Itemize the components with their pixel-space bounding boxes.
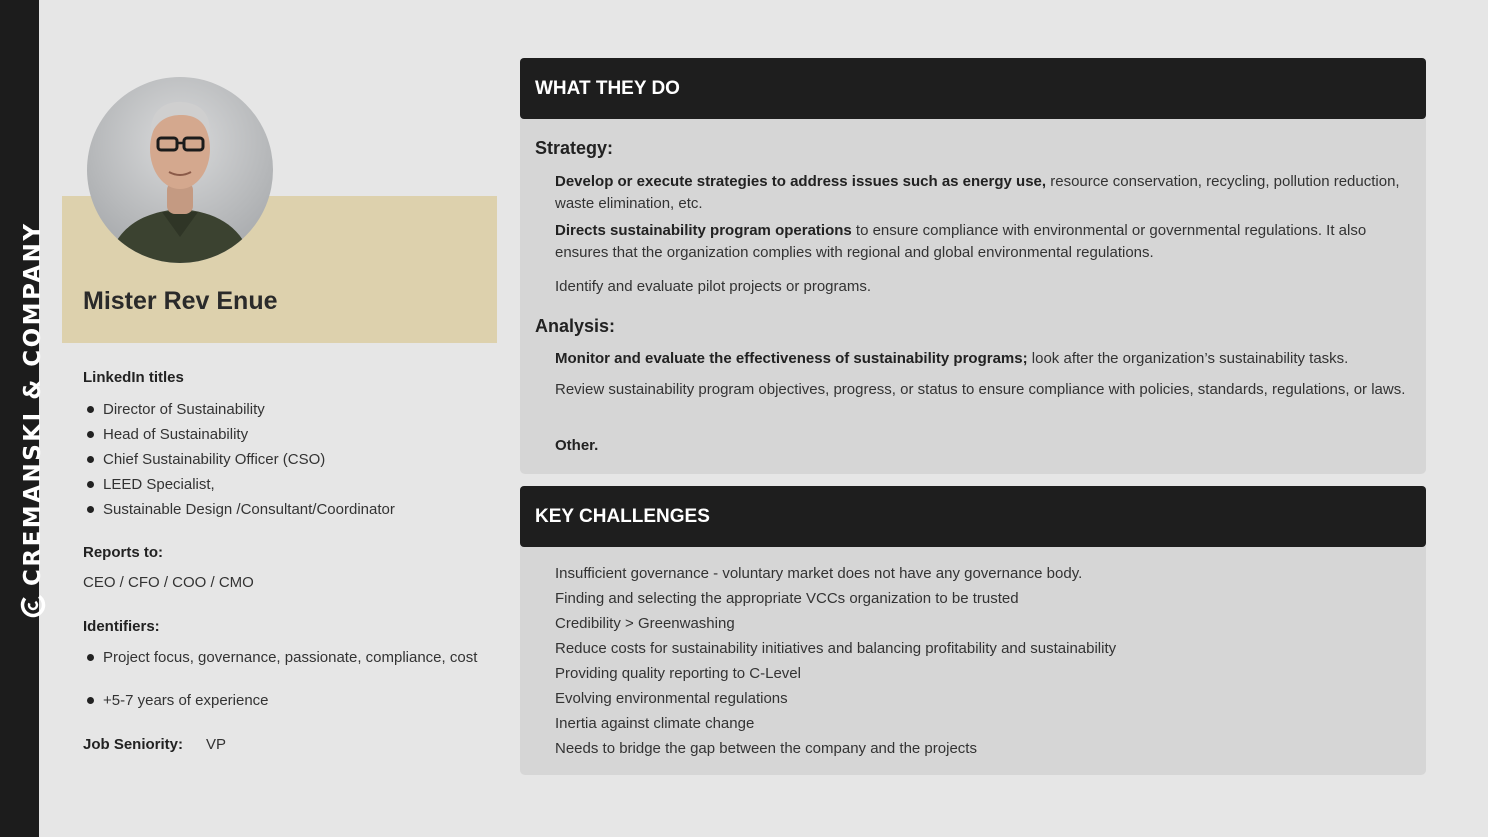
linkedin-titles-list [83, 397, 395, 522]
challenge-item: Reduce costs for sustainability initiatives and balancing profitability and sustainability [555, 640, 1117, 657]
strategy-item-2-text: to ensure compliance with environmental or governmental regulations. It also ensures that the organization complies with regional and global environmental regulations. [555, 222, 1367, 261]
strategy-item-2-bold: Directs sustainability program operations [555, 222, 852, 239]
strategy-item-1 [555, 171, 1410, 215]
analysis-item-1 [555, 348, 1410, 370]
brand-name: CREMANSKI & COMPANY [20, 221, 46, 586]
analysis-item-2: Review sustainability program objectives, progress, or status to ensure compliance with policies, standards, regulations, or laws. [555, 381, 1406, 398]
analysis-item-1-bold: Monitor and evaluate the effectiveness of sustainability programs; [555, 350, 1028, 367]
list-item: Director of Sustainability [83, 397, 395, 422]
c-logo-icon [20, 592, 46, 618]
avatar [87, 77, 273, 263]
identifiers-heading: Identifiers: [83, 618, 160, 635]
person-name: Mister Rev Enue [83, 287, 278, 315]
strategy-item-3: Identify and evaluate pilot projects or programs. [555, 278, 872, 295]
brand-sidebar [0, 0, 46, 837]
person-photo [87, 77, 273, 263]
list-item: Project focus, governance, passionate, compliance, cost [83, 645, 477, 670]
strategy-item-2 [555, 220, 1410, 264]
key-challenges-header: KEY CHALLENGES [520, 486, 1426, 547]
challenge-item: Insufficient governance - voluntary market does not have any governance body. [555, 565, 1083, 582]
list-item: +5-7 years of experience [83, 688, 269, 713]
list-item: Sustainable Design /Consultant/Coordinator [83, 497, 395, 522]
strategy-item-1-text: resource conservation, recycling, pollution reduction, waste elimination, etc. [555, 173, 1400, 212]
strategy-title: Strategy: [535, 138, 614, 158]
list-item: Chief Sustainability Officer (CSO) [83, 447, 395, 472]
other-label: Other. [555, 437, 599, 454]
challenge-item: Credibility > Greenwashing [555, 615, 735, 632]
challenge-item: Evolving environmental regulations [555, 690, 788, 707]
brand-lockup [20, 188, 46, 618]
reports-to-heading: Reports to: [83, 544, 163, 561]
list-item: LEED Specialist, [83, 472, 395, 497]
job-seniority-heading: Job Seniority: [83, 736, 184, 753]
what-they-do-header: WHAT THEY DO [520, 58, 1426, 119]
challenge-item: Inertia against climate change [555, 715, 755, 732]
list-item: Head of Sustainability [83, 422, 395, 447]
identifiers-list [83, 645, 477, 670]
strategy-item-1-bold: Develop or execute strategies to address issues such as energy use, [555, 173, 1047, 190]
analysis-item-1-text: look after the organization’s sustainability tasks. [1027, 350, 1349, 367]
reports-to-value: CEO / CFO / COO / CMO [83, 574, 254, 591]
analysis-title: Analysis: [535, 316, 616, 336]
experience-list [83, 688, 269, 713]
linkedin-titles-heading: LinkedIn titles [83, 369, 184, 386]
challenge-item: Providing quality reporting to C-Level [555, 665, 801, 682]
challenge-item: Finding and selecting the appropriate VCCs organization to be trusted [555, 590, 1019, 607]
job-seniority-value: VP [206, 736, 227, 753]
challenge-item: Needs to bridge the gap between the company and the projects [555, 740, 977, 757]
